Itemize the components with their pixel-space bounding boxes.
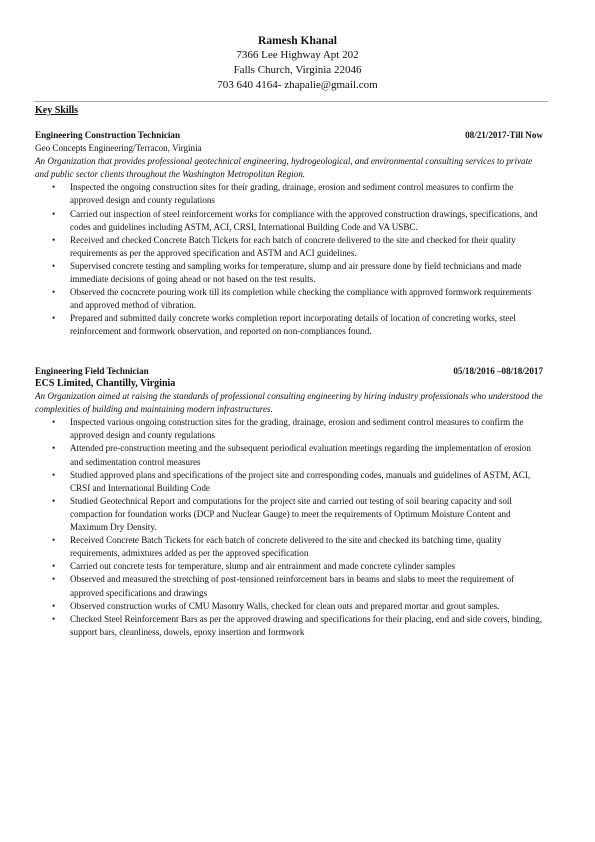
- header-divider: [34, 101, 548, 102]
- list-item: • Carried out inspection of steel reinforcement works for compliance with the approved construction drawings, specifications, and codes and guidelines including ASTM, ACI, CRSI, International Building Code and VA USBC.: [70, 208, 543, 234]
- candidate-name: Ramesh Khanal: [258, 35, 337, 47]
- job-title: Engineering Construction Technician: [35, 130, 181, 140]
- job-title: Engineering Field Technician: [35, 366, 149, 376]
- resume-header: [0, 34, 595, 93]
- section-title-key-skills: Key Skills: [35, 105, 79, 116]
- list-item: • Checked Steel Reinforcement Bars as per the approved drawing and specifications for their placing, end and side covers, binding, support bars, cleanliness, dowels, epoxy insertion and formwork: [70, 613, 543, 639]
- job-description: An Organization that provides professional geotechnical engineering, hydrogeological, and environmental consulting services to private and public sector clients throughout the Washington Metropolitan Region.: [35, 156, 533, 180]
- address-line-2: Falls Church, Virginia 22046: [233, 64, 362, 76]
- list-item: • Studied approved plans and specifications of the project site and corresponding codes, manuals and guidelines of ASTM, ACI, CRSI and International Building Code: [70, 469, 543, 495]
- job-company: Geo Concepts Engineering/Terracon, Virginia: [35, 143, 202, 154]
- list-item: • Inspected various ongoing construction sites for the grading, drainage, erosion and sediment control measures to confirm the approved design and county regulations: [70, 416, 543, 442]
- list-item: • Supervised concrete testing and sampling works for temperature, slump and air pressure done by field technicians and made immediate decisions of going ahead or not based on the test results.: [70, 260, 543, 286]
- list-item: • Received and checked Concrete Batch Tickets for each batch of concrete delivered to the site and checked for their quality requirements as per the approved specification and ASTM and ACI guidelines.: [70, 234, 543, 260]
- list-item: • Prepared and submitted daily concrete works completion report incorporating details of location of concreting works, steel reinforcement and formwork observation, and reported on non-compliances found.: [70, 312, 543, 338]
- list-item: • Studied Geotechnical Report and computations for the project site and carried out testing of soil bearing capacity and soil compaction for foundation works (DCP and Nuclear Gauge) to meet the requirements of Optimum Moisture Content and Maximum Dry Density.: [70, 495, 543, 534]
- address-line-1: 7366 Lee Highway Apt 202: [236, 49, 359, 61]
- job-entry-2: [35, 365, 543, 639]
- list-item: • Observed and measured the stretching of post-tensioned reinforcement bars in beams and slabs to meet the requirement of approved specifications and drawings: [70, 573, 543, 599]
- job-dates: 05/18/2016 –08/18/2017: [453, 366, 543, 376]
- job-company: ECS Limited, Chantilly, Virginia: [35, 378, 176, 390]
- list-item: • Observed construction works of CMU Masonry Walls, checked for clean outs and prepared mortar and grout samples.: [70, 600, 543, 613]
- job-entry-1: [35, 129, 543, 339]
- job-dates: 08/21/2017-Till Now: [465, 130, 543, 140]
- job-description: An Organization aimed at raising the standards of professional consulting engineering by hiring industry professionals who understood the complexities of building and maintaining modern infrastructures.: [35, 391, 543, 415]
- job-heading: [35, 129, 543, 142]
- list-item: • Observed the cocncrete pouring work till its completion while checking the compliance with approved formwork requirements and approved method of vibration.: [70, 286, 543, 312]
- list-item: • Inspected the ongoing construction sites for their grading, drainage, erosion and sediment control measures to confirm the approved design and county regulations: [70, 181, 543, 207]
- job-duties-list: [35, 416, 543, 639]
- job-duties-list: [35, 181, 543, 338]
- contact-line: 703 640 4164- zhapalie@gmail.com: [217, 79, 378, 91]
- job-heading: [35, 365, 543, 378]
- list-item: • Carried out concrete tests for temperature, slump and air entrainment and made concrete cylinder samples: [70, 560, 543, 573]
- list-item: • Received Concrete Batch Tickets for each batch of concrete delivered to the site and checked its batching time, quality requirements, admixtures added as per the approved specification: [70, 534, 543, 560]
- list-item: • Attended pre-construction meeting and the subsequent periodical evaluation meetings regarding the implementation of erosion and sedimentation control measures: [70, 442, 543, 468]
